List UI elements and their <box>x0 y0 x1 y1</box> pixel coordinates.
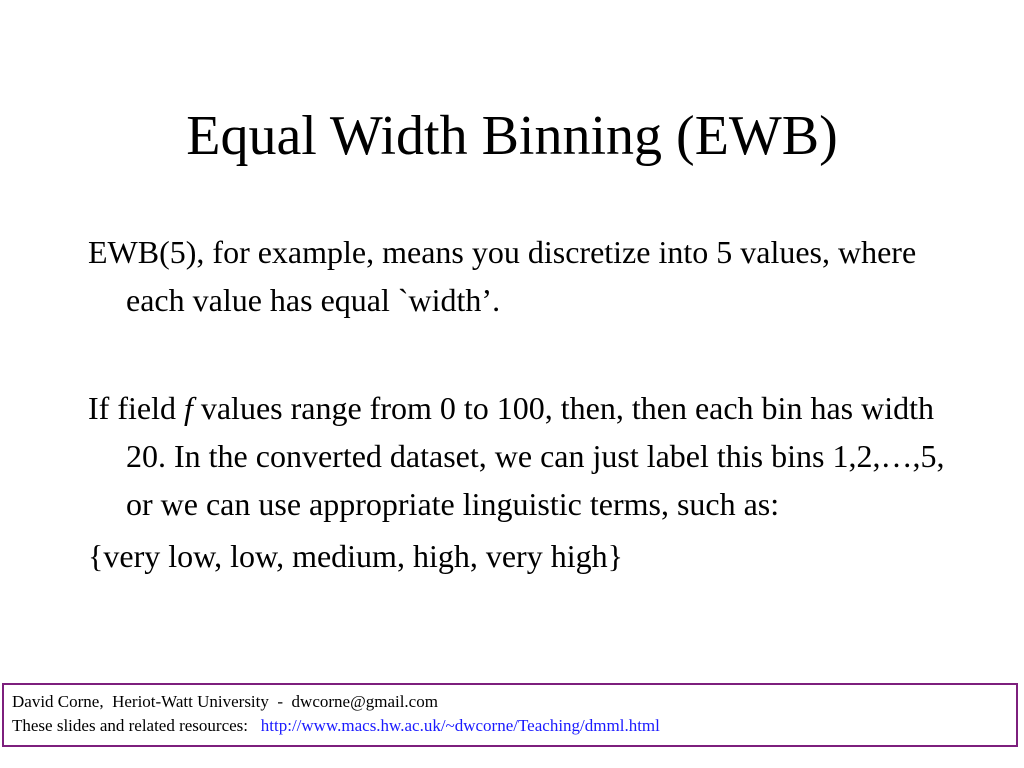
paragraph-ewb-example-rest: values range from 0 to 100, then, then each bin has width 20. In the converted dataset, we can just label this bins 1,2,…,5, or we can use appropriate linguistic terms, such as: <box>126 390 945 522</box>
footer-author-line: David Corne, Heriot-Watt University - dwcorne@gmail.com <box>12 692 438 711</box>
linguistic-terms-list: {very low, low, medium, high, very high} <box>88 538 623 574</box>
slide-title: Equal Width Binning (EWB) <box>186 105 838 167</box>
footer-resources-line <box>12 714 1008 738</box>
field-variable: f <box>183 390 193 426</box>
paragraph-ewb-example <box>88 384 948 528</box>
slide-body <box>88 228 948 580</box>
paragraph-ewb-example-start: If field <box>88 390 184 426</box>
footer-resources-label: These slides and related resources: <box>12 716 261 735</box>
footer-box <box>2 683 1018 747</box>
resources-link[interactable]: http://www.macs.hw.ac.uk/~dwcorne/Teaching/dmml.html <box>260 716 660 735</box>
paragraph-ewb-definition: EWB(5), for example, means you discretize into 5 values, where each value has equal `width’. <box>88 234 917 318</box>
